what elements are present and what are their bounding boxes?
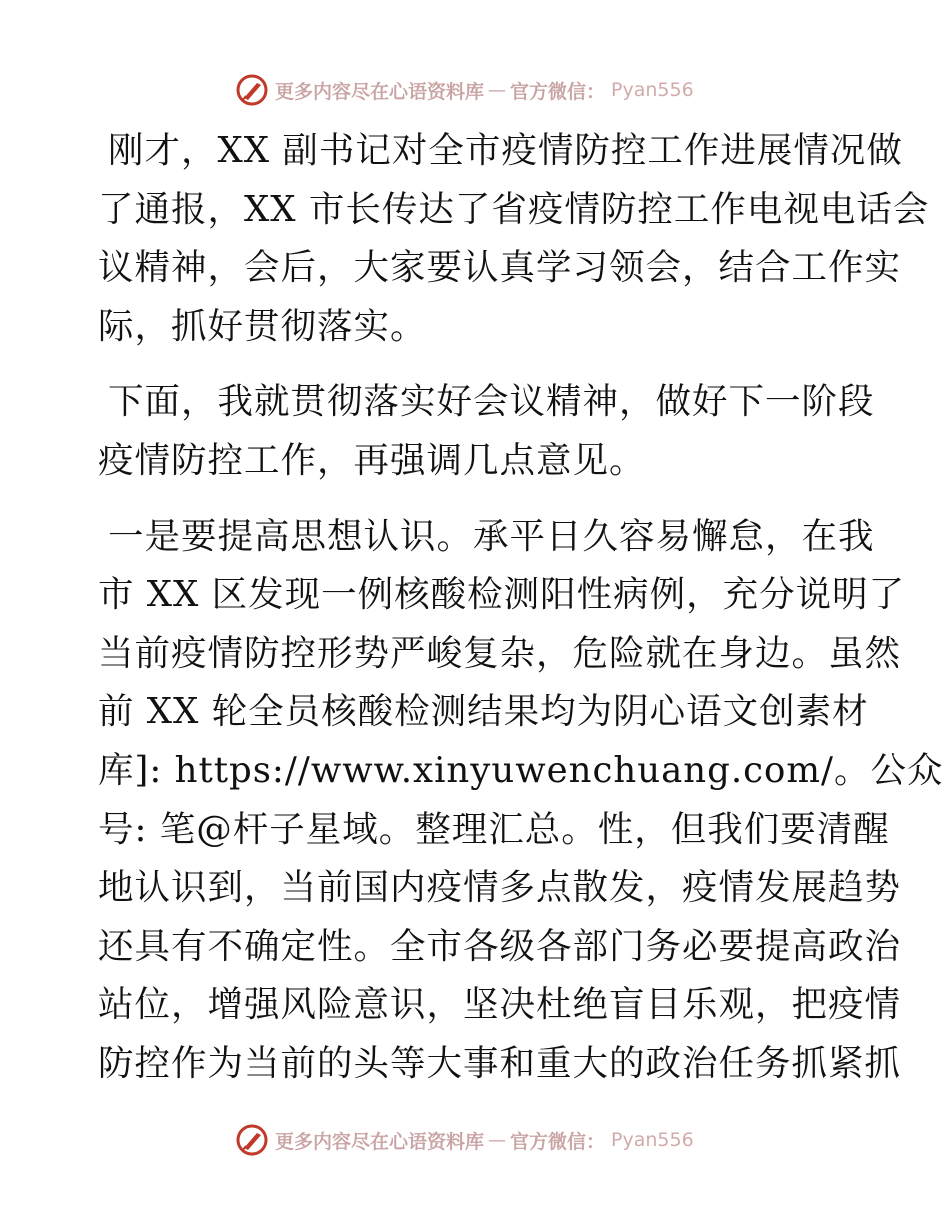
header-banner — [235, 72, 694, 108]
text-line: 还具有不确定性。全市各级各部门务必要提高政治 — [98, 925, 902, 967]
header-brand: 更多内容尽在心语资料库 — [275, 80, 485, 103]
quill-pen-circle-icon — [235, 1123, 269, 1157]
text-line: 刚才，XX 副书记对全市疫情防控工作进展情况做 — [108, 130, 903, 171]
text-line: 下面，我就贯彻落实好会议精神，做好下一阶段 — [108, 381, 875, 423]
footer-brand: 更多内容尽在心语资料库 — [275, 1130, 485, 1153]
footer-wechat-label: 官方微信： — [510, 1130, 606, 1153]
header-wechat-label: 官方微信： — [510, 80, 606, 103]
footer-wechat-id: Pyan556 — [611, 1129, 694, 1151]
text-line: 一是要提高思想认识。承平日久容易懈怠，在我 — [108, 515, 875, 557]
paragraph-1 — [98, 122, 930, 356]
text-line: 议精神，会后，大家要认真学习领会，结合工作实 — [98, 247, 902, 289]
text-line: 际，抓好贯彻落实。 — [98, 305, 427, 347]
text-line: 疫情防控工作，再强调几点意见。 — [98, 439, 646, 481]
quill-pen-circle-icon — [235, 73, 269, 107]
text-line: 当前疫情防控形势严峻复杂，危险就在身边。虽然 — [98, 632, 902, 674]
document-body — [98, 122, 944, 1111]
text-line: 防控作为当前的头等大事和重大的政治任务抓紧抓 — [98, 1042, 902, 1084]
text-line: 了通报，XX 市长传达了省疫情防控工作电视电话会 — [98, 188, 930, 230]
text-line: 地认识到，当前国内疫情多点散发，疫情发展趋势 — [98, 867, 902, 909]
footer-banner — [235, 1122, 694, 1158]
paragraph-2 — [98, 373, 875, 490]
header-wechat-id: Pyan556 — [611, 79, 694, 101]
footer-separator: — — [488, 1129, 507, 1151]
text-line: 号: 笔@杆子星域。整理汇总。性，但我们要清醒 — [98, 808, 890, 850]
paragraph-3 — [98, 508, 944, 1094]
text-line: 市 XX 区发现一例核酸检测阳性病例，充分说明了 — [98, 574, 906, 616]
text-line: 库]: https://www.xinyuwenchuang.com/。公众 — [98, 749, 944, 791]
text-line: 前 XX 轮全员核酸检测结果均为阴心语文创素材 — [98, 691, 869, 733]
header-separator: — — [488, 79, 507, 101]
text-line: 站位，增强风险意识，坚决杜绝盲目乐观，把疫情 — [98, 984, 902, 1026]
